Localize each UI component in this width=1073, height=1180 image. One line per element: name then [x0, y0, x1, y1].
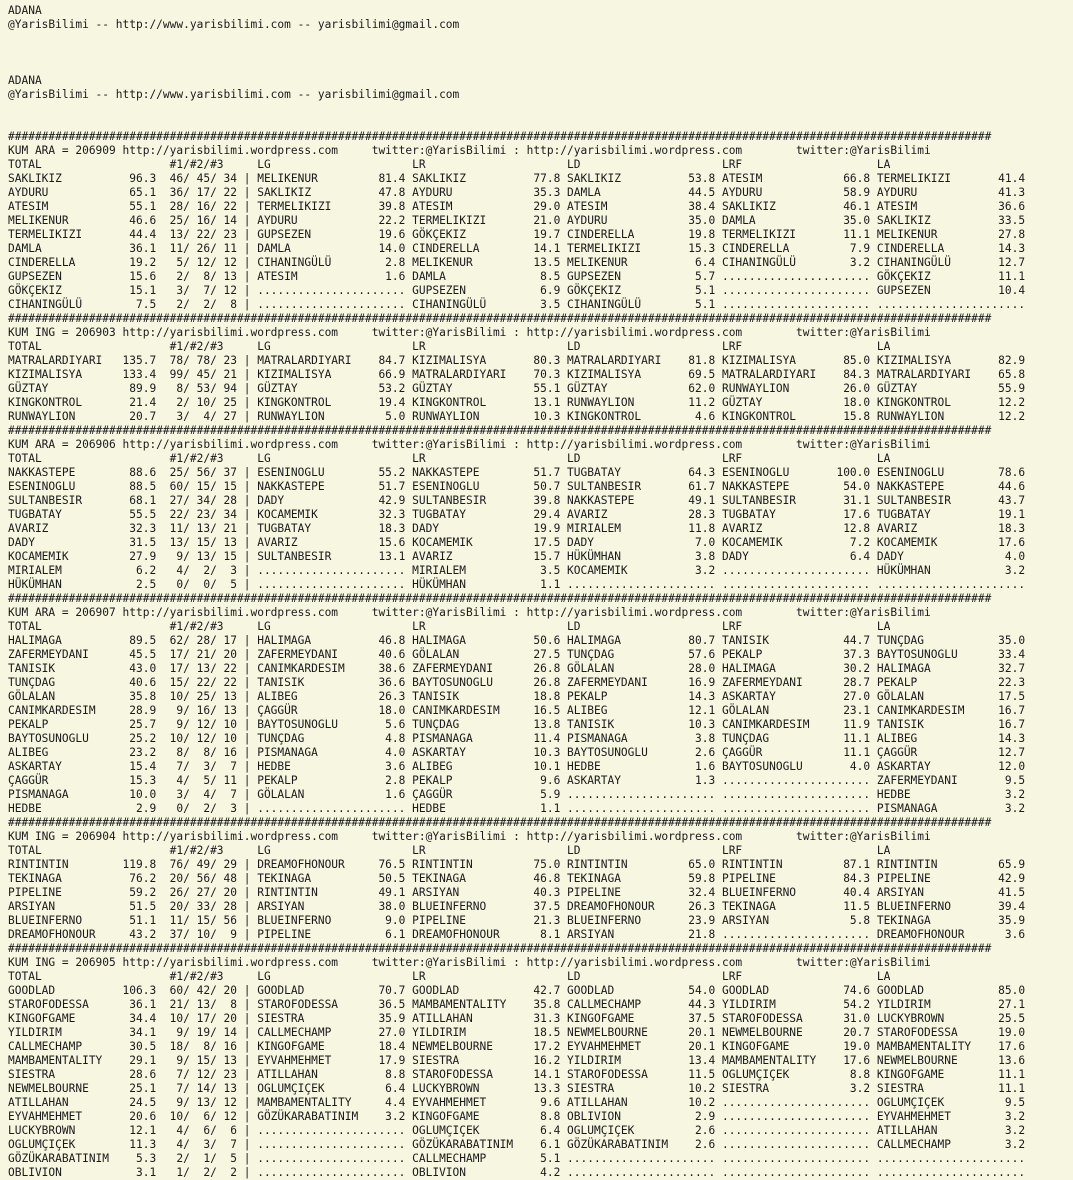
separator-line: ##################################################################################################################################################: [8, 312, 992, 325]
result-row: HEDBE 2.9 0/ 2/ 3 | ...................... HEDBE 1.1 ...................... ...................... PISMANAGA 3.2: [8, 802, 1026, 815]
result-row: GÜZTAY 89.9 8/ 53/ 94 | GÜZTAY 53.2 GÜZTAY 55.1 GÜZTAY 62.0 RUNWAYLION 26.0 GÜZTAY 55.9: [8, 382, 1026, 395]
result-row: EYVAHMEHMET 20.6 10/ 6/ 12 | GÖZÜKARABATINIM 3.2 KINGOFGAME 8.8 OBLIVION 2.9 ...................... EYVAHMEHMET 3.2: [8, 1110, 1026, 1123]
text-line: ADANA: [8, 74, 42, 87]
result-row: STAROFODESSA 36.1 21/ 13/ 8 | STAROFODESSA 36.5 MAMBAMENTALITY 35.8 CALLMECHAMP 44.3 YILDIRIM 54.2 YILDIRIM 27.1: [8, 998, 1026, 1011]
result-row: NAKKASTEPE 88.6 25/ 56/ 37 | ESENINOGLU 55.2 NAKKASTEPE 51.7 TUGBATAY 64.3 ESENINOGLU 100.0 ESENINOGLU 78.6: [8, 466, 1026, 479]
result-row: ATILLAHAN 24.5 9/ 13/ 12 | MAMBAMENTALITY 4.4 EYVAHMEHMET 9.6 ATILLAHAN 10.2 ...................... OGLUMÇIÇEK 9.5: [8, 1096, 1026, 1109]
text-line: @YarisBilimi -- http://www.yarisbilimi.com -- yarisbilimi@gmail.com: [8, 88, 460, 101]
result-row: CALLMECHAMP 30.5 18/ 8/ 16 | KINGOFGAME 18.4 NEWMELBOURNE 17.2 EYVAHMEHMET 20.1 KINGOFGAME 19.0 MAMBAMENTALITY 17.6: [8, 1040, 1026, 1053]
result-row: KINGKONTROL 21.4 2/ 10/ 25 | KINGKONTROL 19.4 KINGKONTROL 13.1 RUNWAYLION 11.2 GÜZTAY 18.0 KINGKONTROL 12.2: [8, 396, 1026, 409]
result-row: PISMANAGA 10.0 3/ 4/ 7 | GÖLALAN 1.6 ÇAGGÜR 5.9 ...................... ...................... HEDBE 3.2: [8, 788, 1026, 801]
result-row: TEKINAGA 76.2 20/ 56/ 48 | TEKINAGA 50.5 TEKINAGA 46.8 TEKINAGA 59.8 PIPELINE 84.3 PIPELINE 42.9: [8, 872, 1026, 885]
text-line: @YarisBilimi -- http://www.yarisbilimi.com -- yarisbilimi@gmail.com: [8, 18, 460, 31]
result-row: TUGBATAY 55.5 22/ 23/ 34 | KOCAMEMIK 32.3 TUGBATAY 29.4 AVARIZ 28.3 TUGBATAY 17.6 TUGBATAY 19.1: [8, 508, 1026, 521]
text-line: ADANA: [8, 4, 42, 17]
result-row: PIPELINE 59.2 26/ 27/ 20 | RINTINTIN 49.1 ARSIYAN 40.3 PIPELINE 32.4 BLUEINFERNO 40.4 ARSIYAN 41.5: [8, 886, 1026, 899]
result-row: ARSIYAN 51.5 20/ 33/ 28 | ARSIYAN 38.0 BLUEINFERNO 37.5 DREAMOFHONOUR 26.3 TEKINAGA 11.5 BLUEINFERNO 39.4: [8, 900, 1026, 913]
result-row: MIRIALEM 6.2 4/ 2/ 3 | ...................... MIRIALEM 3.5 KOCAMEMIK 3.2 ...................... HÜKÜMHAN 3.2: [8, 564, 1026, 577]
result-row: TERMELIKIZI 44.4 13/ 22/ 23 | GUPSEZEN 19.6 GÖKÇEKIZ 19.7 CINDERELLA 19.8 TERMELIKIZI 11.1 MELIKENUR 27.8: [8, 228, 1026, 241]
result-row: ATESIM 55.1 28/ 16/ 22 | TERMELIKIZI 39.8 ATESIM 29.0 ATESIM 38.4 SAKLIKIZ 46.1 ATESIM 36.6: [8, 200, 1026, 213]
race-header-line: KUM ARA = 206907 http://yarisbilimi.wordpress.com twitter:@YarisBilimi : http://yarisbilimi.wordpress.com twitter:@YarisBilimi: [8, 606, 931, 619]
result-row: GÖKÇEKIZ 15.1 3/ 7/ 12 | ...................... GUPSEZEN 6.9 GÖKÇEKIZ 5.1 ...................... GUPSEZEN 10.4: [8, 284, 1026, 297]
column-header-line: TOTAL #1/#2/#3 LG LR LD LRF LA: [8, 844, 891, 857]
race-header-line: KUM ARA = 206906 http://yarisbilimi.wordpress.com twitter:@YarisBilimi : http://yarisbilimi.wordpress.com twitter:@YarisBilimi: [8, 438, 931, 451]
result-row: ÇAGGÜR 15.3 4/ 5/ 11 | PEKALP 2.8 PEKALP 9.6 ASKARTAY 1.3 ...................... ZAFERMEYDANI 9.5: [8, 774, 1026, 787]
separator-line: ##################################################################################################################################################: [8, 942, 992, 955]
race-header-line: KUM ING = 206905 http://yarisbilimi.wordpress.com twitter:@YarisBilimi : http://yarisbilimi.wordpress.com twitter:@YarisBilimi: [8, 956, 931, 969]
result-row: GUPSEZEN 15.6 2/ 8/ 13 | ATESIM 1.6 DAMLA 8.5 GUPSEZEN 5.7 ...................... GÖKÇEKIZ 11.1: [8, 270, 1026, 283]
result-row: AVARIZ 32.3 11/ 13/ 21 | TUGBATAY 18.3 DADY 19.9 MIRIALEM 11.8 AVARIZ 12.8 AVARIZ 18.3: [8, 522, 1026, 535]
result-row: ESENINOGLU 88.5 60/ 15/ 15 | NAKKASTEPE 51.7 ESENINOGLU 50.7 SULTANBESIR 61.7 NAKKASTEPE 54.0 NAKKASTEPE 44.6: [8, 480, 1026, 493]
result-row: CANIMKARDESIM 28.9 9/ 16/ 13 | ÇAGGÜR 18.0 CANIMKARDESIM 16.5 ALIBEG 12.1 GÖLALAN 23.1 CANIMKARDESIM 16.7: [8, 704, 1026, 717]
result-row: ZAFERMEYDANI 45.5 17/ 21/ 20 | ZAFERMEYDANI 40.6 GÖLALAN 27.5 TUNÇDAG 57.6 PEKALP 37.3 BAYTOSUNOGLU 33.4: [8, 648, 1026, 661]
blank-line: [8, 46, 1025, 60]
race-header-line: KUM ING = 206903 http://yarisbilimi.wordpress.com twitter:@YarisBilimi : http://yarisbilimi.wordpress.com twitter:@YarisBilimi: [8, 326, 931, 339]
blank-line: [8, 102, 1025, 116]
column-header-line: TOTAL #1/#2/#3 LG LR LD LRF LA: [8, 340, 891, 353]
result-row: TUNÇDAG 40.6 15/ 22/ 22 | TANISIK 36.6 BAYTOSUNOGLU 26.8 ZAFERMEYDANI 16.9 ZAFERMEYDANI 28.7 PEKALP 22.3: [8, 676, 1026, 689]
result-row: HALIMAGA 89.5 62/ 28/ 17 | HALIMAGA 46.8 HALIMAGA 50.6 HALIMAGA 80.7 TANISIK 44.7 TUNÇDAG 35.0: [8, 634, 1026, 647]
result-row: CIHANINGÜLÜ 7.5 2/ 2/ 8 | ...................... CIHANINGÜLÜ 3.5 CIHANINGÜLÜ 5.1 ...................... ......................: [8, 298, 1026, 311]
result-row: YILDIRIM 34.1 9/ 19/ 14 | CALLMECHAMP 27.0 YILDIRIM 18.5 NEWMELBOURNE 20.1 NEWMELBOURNE 20.7 STAROFODESSA 19.0: [8, 1026, 1026, 1039]
result-row: ALIBEG 23.2 8/ 8/ 16 | PISMANAGA 4.0 ASKARTAY 10.3 BAYTOSUNOGLU 2.6 ÇAGGÜR 11.1 ÇAGGÜR 12.7: [8, 746, 1026, 759]
race-header-line: KUM ING = 206904 http://yarisbilimi.wordpress.com twitter:@YarisBilimi : http://yarisbilimi.wordpress.com twitter:@YarisBilimi: [8, 830, 931, 843]
result-row: KOCAMEMIK 27.9 9/ 13/ 15 | SULTANBESIR 13.1 AVARIZ 15.7 HÜKÜMHAN 3.8 DADY 6.4 DADY 4.0: [8, 550, 1026, 563]
separator-line: ##################################################################################################################################################: [8, 424, 992, 437]
result-row: SULTANBESIR 68.1 27/ 34/ 28 | DADY 42.9 SULTANBESIR 39.8 NAKKASTEPE 49.1 SULTANBESIR 31.1 SULTANBESIR 43.7: [8, 494, 1026, 507]
separator-line: ##################################################################################################################################################: [8, 816, 992, 829]
blank-line: [8, 60, 1025, 74]
result-row: ASKARTAY 15.4 7/ 3/ 7 | HEDBE 3.6 ALIBEG 10.1 HEDBE 1.6 BAYTOSUNOGLU 4.0 ASKARTAY 12.0: [8, 760, 1026, 773]
result-row: KINGOFGAME 34.4 10/ 17/ 20 | SIESTRA 35.9 ATILLAHAN 31.3 KINGOFGAME 37.5 STAROFODESSA 31.0 LUCKYBROWN 25.5: [8, 1012, 1026, 1025]
result-row: MELIKENUR 46.6 25/ 16/ 14 | AYDURU 22.2 TERMELIKIZI 21.0 AYDURU 35.0 DAMLA 35.0 SAKLIKIZ 33.5: [8, 214, 1026, 227]
result-row: OBLIVION 3.1 1/ 2/ 2 | ...................... OBLIVION 4.2 ...................... ...................... ......................: [8, 1166, 1026, 1179]
result-row: DAMLA 36.1 11/ 26/ 11 | DAMLA 14.0 CINDERELLA 14.1 TERMELIKIZI 15.3 CINDERELLA 7.9 CINDERELLA 14.3: [8, 242, 1026, 255]
result-row: TANISIK 43.0 17/ 13/ 22 | CANIMKARDESIM 38.6 ZAFERMEYDANI 26.8 GÖLALAN 28.0 HALIMAGA 30.2 HALIMAGA 32.7: [8, 662, 1026, 675]
column-header-line: TOTAL #1/#2/#3 LG LR LD LRF LA: [8, 452, 891, 465]
blank-line: [8, 32, 1025, 46]
result-row: MAMBAMENTALITY 29.1 9/ 15/ 13 | EYVAHMEHMET 17.9 SIESTRA 16.2 YILDIRIM 13.4 MAMBAMENTALITY 17.6 NEWMELBOURNE 13.6: [8, 1054, 1026, 1067]
result-row: AYDURU 65.1 36/ 17/ 22 | SAKLIKIZ 47.8 AYDURU 35.3 DAMLA 44.5 AYDURU 58.9 AYDURU 41.3: [8, 186, 1026, 199]
result-row: SAKLIKIZ 96.3 46/ 45/ 34 | MELIKENUR 81.4 SAKLIKIZ 77.8 SAKLIKIZ 53.8 ATESIM 66.8 TERMELIKIZI 41.4: [8, 172, 1026, 185]
race-header-line: KUM ARA = 206909 http://yarisbilimi.wordpress.com twitter:@YarisBilimi : http://yarisbilimi.wordpress.com twitter:@YarisBilimi: [8, 144, 931, 157]
result-row: MATRALARDIYARI 135.7 78/ 78/ 23 | MATRALARDIYARI 84.7 KIZIMALISYA 80.3 MATRALARDIYARI 81.8 KIZIMALISYA 85.0 KIZIMALISYA 82.9: [8, 354, 1026, 367]
blank-line: [8, 116, 1025, 130]
column-header-line: TOTAL #1/#2/#3 LG LR LD LRF LA: [8, 970, 891, 983]
column-header-line: TOTAL #1/#2/#3 LG LR LD LRF LA: [8, 158, 891, 171]
result-row: BAYTOSUNOGLU 25.2 10/ 12/ 10 | TUNÇDAG 4.8 PISMANAGA 11.4 PISMANAGA 3.8 TUNÇDAG 11.1 ALIBEG 14.3: [8, 732, 1026, 745]
results-document: [8, 4, 1025, 1180]
result-row: GÖLALAN 35.8 10/ 25/ 13 | ALIBEG 26.3 TANISIK 18.8 PEKALP 14.3 ASKARTAY 27.0 GÖLALAN 17.5: [8, 690, 1026, 703]
result-row: DADY 31.5 13/ 15/ 13 | AVARIZ 15.6 KOCAMEMIK 17.5 DADY 7.0 KOCAMEMIK 7.2 KOCAMEMIK 17.6: [8, 536, 1026, 549]
result-row: NEWMELBOURNE 25.1 7/ 14/ 13 | OGLUMÇIÇEK 6.4 LUCKYBROWN 13.3 SIESTRA 10.2 SIESTRA 3.2 SIESTRA 11.1: [8, 1082, 1026, 1095]
result-row: RINTINTIN 119.8 76/ 49/ 29 | DREAMOFHONOUR 76.5 RINTINTIN 75.0 RINTINTIN 65.0 RINTINTIN 87.1 RINTINTIN 65.9: [8, 858, 1026, 871]
result-row: SIESTRA 28.6 7/ 12/ 23 | ATILLAHAN 8.8 STAROFODESSA 14.1 STAROFODESSA 11.5 OGLUMÇIÇEK 8.8 KINGOFGAME 11.1: [8, 1068, 1026, 1081]
result-row: OGLUMÇIÇEK 11.3 4/ 3/ 7 | ...................... GÖZÜKARABATINIM 6.1 GÖZÜKARABATINIM 2.6 ...................... CALLMECHAMP 3.2: [8, 1138, 1026, 1151]
result-row: LUCKYBROWN 12.1 4/ 6/ 6 | ...................... OGLUMÇIÇEK 6.4 OGLUMÇIÇEK 2.6 ...................... ATILLAHAN 3.2: [8, 1124, 1026, 1137]
result-row: KIZIMALISYA 133.4 99/ 45/ 21 | KIZIMALISYA 66.9 MATRALARDIYARI 70.3 KIZIMALISYA 69.5 MATRALARDIYARI 84.3 MATRALARDIYARI 65.8: [8, 368, 1026, 381]
result-row: HÜKÜMHAN 2.5 0/ 0/ 5 | ...................... HÜKÜMHAN 1.1 ...................... ...................... ......................: [8, 578, 1026, 591]
result-row: RUNWAYLION 20.7 3/ 4/ 27 | RUNWAYLION 5.0 RUNWAYLION 10.3 KINGKONTROL 4.6 KINGKONTROL 15.8 RUNWAYLION 12.2: [8, 410, 1026, 423]
separator-line: ##################################################################################################################################################: [8, 130, 992, 143]
result-row: DREAMOFHONOUR 43.2 37/ 10/ 9 | PIPELINE 6.1 DREAMOFHONOUR 8.1 ARSIYAN 21.8 ...................... DREAMOFHONOUR 3.6: [8, 928, 1026, 941]
result-row: PEKALP 25.7 9/ 12/ 10 | BAYTOSUNOGLU 5.6 TUNÇDAG 13.8 TANISIK 10.3 CANIMKARDESIM 11.9 TANISIK 16.7: [8, 718, 1026, 731]
column-header-line: TOTAL #1/#2/#3 LG LR LD LRF LA: [8, 620, 891, 633]
result-row: GOODLAD 106.3 60/ 42/ 20 | GOODLAD 70.7 GOODLAD 42.7 GOODLAD 54.0 GOODLAD 74.6 GOODLAD 85.0: [8, 984, 1026, 997]
separator-line: ##################################################################################################################################################: [8, 592, 992, 605]
result-row: GÖZÜKARABATINIM 5.3 2/ 1/ 5 | ...................... CALLMECHAMP 5.1 ...................... ...................... ......................: [8, 1152, 1026, 1165]
result-row: CINDERELLA 19.2 5/ 12/ 12 | CIHANINGÜLÜ 2.8 MELIKENUR 13.5 MELIKENUR 6.4 CIHANINGÜLÜ 3.2 CIHANINGÜLÜ 12.7: [8, 256, 1026, 269]
result-row: BLUEINFERNO 51.1 11/ 15/ 56 | BLUEINFERNO 9.0 PIPELINE 21.3 BLUEINFERNO 23.9 ARSIYAN 5.8 TEKINAGA 35.9: [8, 914, 1026, 927]
